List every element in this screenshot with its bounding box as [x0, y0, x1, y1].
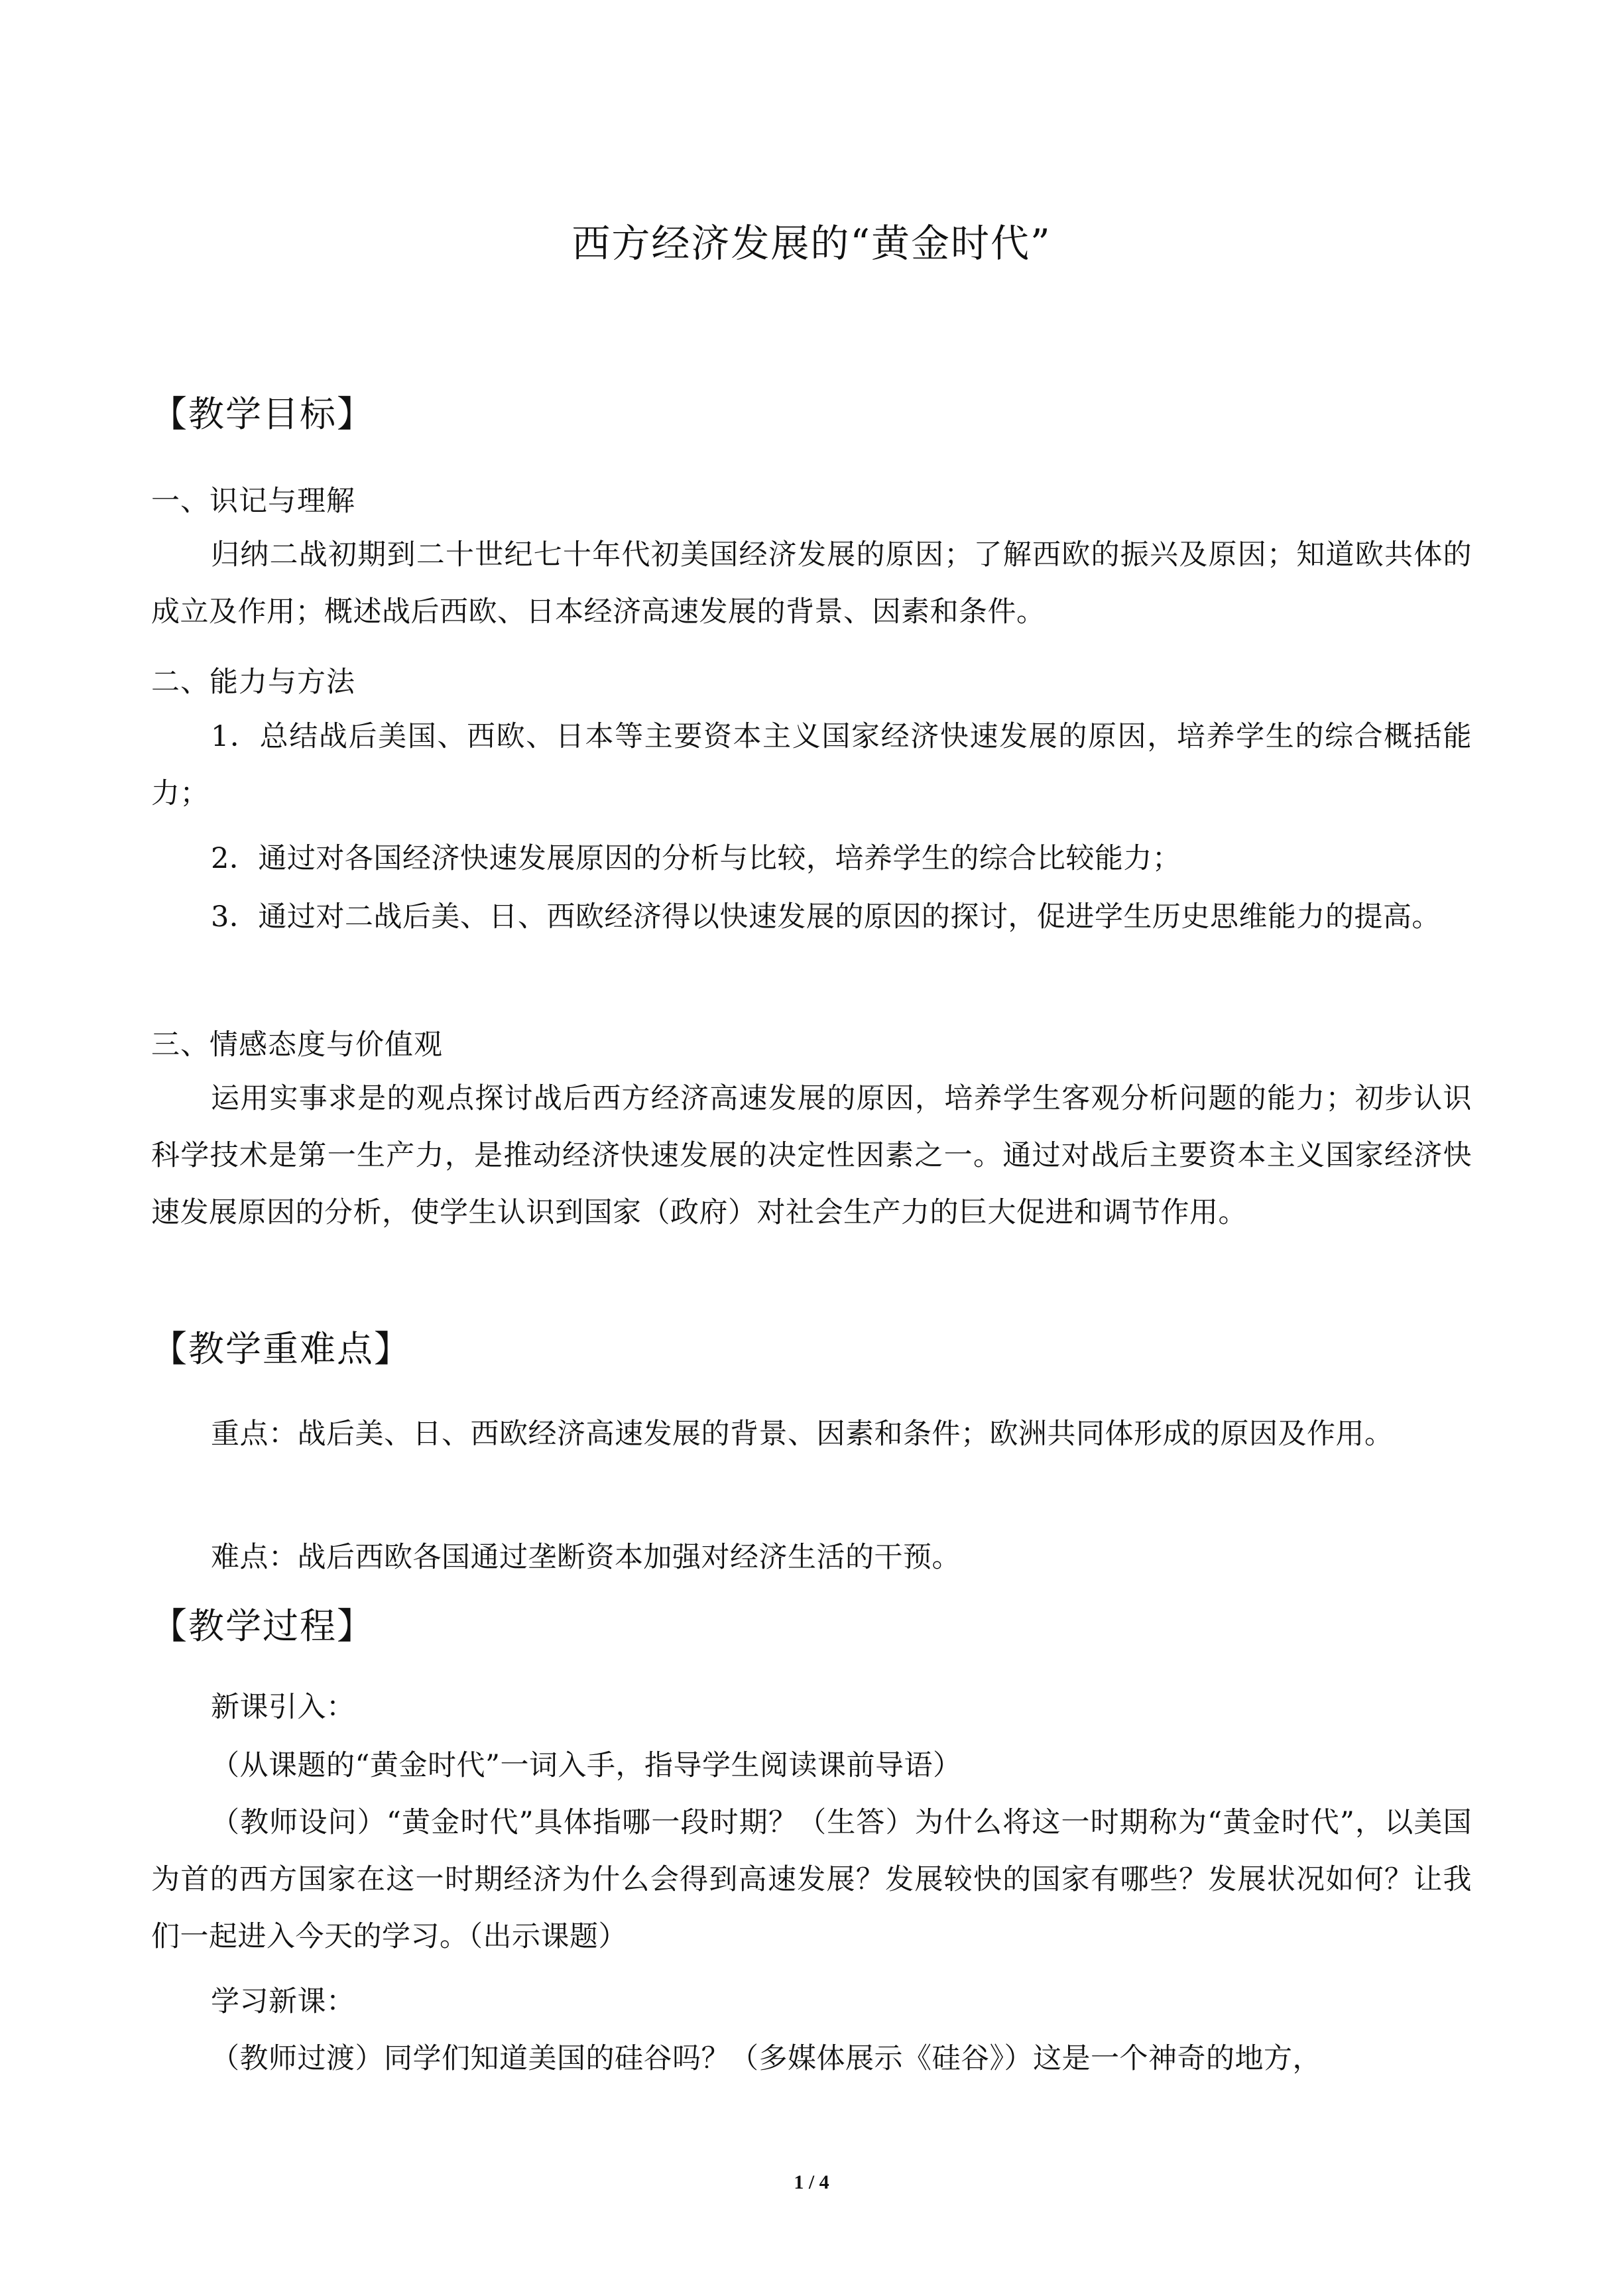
paragraph-ability-3: 3．通过对二战后美、日、西欧经济得以快速发展的原因的探讨，促进学生历史思维能力的提高。 [211, 900, 1441, 934]
paragraph-knowledge: 归纳二战初期到二十世纪七十年代初美国经济发展的原因；了解西欧的振兴及原因；知道欧共体的成立及作用；概述战后西欧、日本经济高速发展的背景、因素和条件。 [151, 538, 1472, 629]
heading-teaching-objectives: 【教学目标】 [151, 393, 374, 435]
subheading-values: 三、情感态度与价值观 [151, 1028, 443, 1061]
heading-teaching-process: 【教学过程】 [151, 1605, 374, 1647]
paragraph-lesson-intro: 新课引入： [211, 1691, 355, 1724]
subheading-ability: 二、能力与方法 [151, 666, 355, 699]
paragraph-ability-2: 2．通过对各国经济快速发展原因的分析与比较，培养学生的综合比较能力； [211, 842, 1181, 875]
paragraph-teacher-question: （教师设问）“黄金时代”具体指哪一段时期？（生答）为什么将这一时期称为“黄金时代”，以美国为首的西方国家在这一时期经济为什么会得到高速发展？发展较快的国家有哪些？发展状况如何？让我们一起进入今天的学习。（出示课题） [151, 1806, 1472, 1953]
paragraph-transition: （教师过渡）同学们知道美国的硅谷吗？（多媒体展示《硅谷》）这是一个神奇的地方， [211, 2042, 1321, 2075]
paragraph-new-lesson: 学习新课： [211, 1985, 355, 2018]
subheading-knowledge: 一、识记与理解 [151, 485, 355, 518]
paragraph-difficult-point: 难点：战后西欧各国通过垄断资本加强对经济生活的干预。 [211, 1541, 961, 1574]
paragraph-intro-guidance: （从课题的“黄金时代”一词入手，指导学生阅读课前导语） [211, 1749, 962, 1782]
paragraph-ability-1: 1．总结战后美国、西欧、日本等主要资本主义国家经济快速发展的原因，培养学生的综合概括能力； [151, 720, 1472, 810]
paragraph-values: 运用实事求是的观点探讨战后西方经济高速发展的原因，培养学生客观分析问题的能力；初步认识科学技术是第一生产力，是推动经济快速发展的决定性因素之一。通过对战后主要资本主义国家经济快速发展原因的分析，使学生认识到国家（政府）对社会生产力的巨大促进和调节作用。 [151, 1082, 1472, 1229]
heading-key-points: 【教学重难点】 [151, 1328, 411, 1370]
paragraph-key-point: 重点：战后美、日、西欧经济高速发展的背景、因素和条件；欧洲共同体形成的原因及作用。 [211, 1418, 1394, 1451]
document-title: 西方经济发展的“黄金时代” [571, 221, 1052, 266]
page-number: 1 / 4 [794, 2171, 829, 2193]
